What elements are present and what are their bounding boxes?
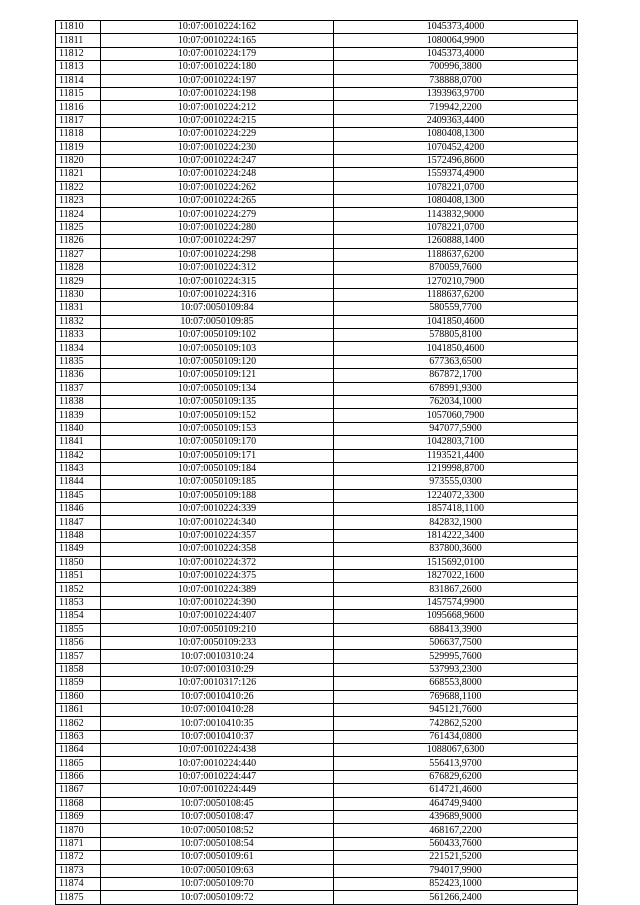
cadastral-value-cell: 1080064,9900 bbox=[334, 34, 578, 47]
cadastral-number-cell: 10:07:0010224:180 bbox=[101, 61, 334, 74]
cadastral-number-cell: 10:07:0010224:198 bbox=[101, 87, 334, 100]
cadastral-number-cell: 10:07:0010224:358 bbox=[101, 543, 334, 556]
row-number-cell: 11820 bbox=[56, 154, 101, 167]
cadastral-value-cell: 1270210,7900 bbox=[334, 275, 578, 288]
cadastral-value-cell: 1045373,4000 bbox=[334, 47, 578, 60]
table-row bbox=[56, 221, 578, 234]
table-row bbox=[56, 342, 578, 355]
cadastral-number-cell: 10:07:0050109:85 bbox=[101, 315, 334, 328]
table-row bbox=[56, 262, 578, 275]
table-row bbox=[56, 650, 578, 663]
cadastral-value-cell: 867872,1700 bbox=[334, 369, 578, 382]
row-number-cell: 11833 bbox=[56, 328, 101, 341]
cadastral-number-cell: 10:07:0050109:70 bbox=[101, 878, 334, 891]
cadastral-number-cell: 10:07:0050109:135 bbox=[101, 395, 334, 408]
table-row bbox=[56, 744, 578, 757]
cadastral-number-cell: 10:07:0010224:407 bbox=[101, 610, 334, 623]
row-number-cell: 11837 bbox=[56, 382, 101, 395]
row-number-cell: 11860 bbox=[56, 690, 101, 703]
cadastral-value-cell: 1559374,4900 bbox=[334, 168, 578, 181]
table-row bbox=[56, 235, 578, 248]
cadastral-number-cell: 10:07:0010224:165 bbox=[101, 34, 334, 47]
cadastral-value-cell: 742862,5200 bbox=[334, 717, 578, 730]
table-row bbox=[56, 181, 578, 194]
cadastral-number-cell: 10:07:0010224:215 bbox=[101, 114, 334, 127]
row-number-cell: 11846 bbox=[56, 503, 101, 516]
cadastral-number-cell: 10:07:0010317:126 bbox=[101, 677, 334, 690]
cadastral-value-cell: 1393963,9700 bbox=[334, 87, 578, 100]
row-number-cell: 11824 bbox=[56, 208, 101, 221]
row-number-cell: 11873 bbox=[56, 864, 101, 877]
cadastral-number-cell: 10:07:0010224:312 bbox=[101, 262, 334, 275]
cadastral-number-cell: 10:07:0010224:389 bbox=[101, 583, 334, 596]
cadastral-number-cell: 10:07:0010224:248 bbox=[101, 168, 334, 181]
table-row bbox=[56, 891, 578, 904]
row-number-cell: 11875 bbox=[56, 891, 101, 904]
cadastral-number-cell: 10:07:0010224:179 bbox=[101, 47, 334, 60]
table-row bbox=[56, 516, 578, 529]
row-number-cell: 11844 bbox=[56, 476, 101, 489]
cadastral-number-cell: 10:07:0010224:315 bbox=[101, 275, 334, 288]
row-number-cell: 11851 bbox=[56, 570, 101, 583]
row-number-cell: 11813 bbox=[56, 61, 101, 74]
cadastral-value-cell: 700996,3800 bbox=[334, 61, 578, 74]
cadastral-number-cell: 10:07:0010224:229 bbox=[101, 128, 334, 141]
table-row bbox=[56, 195, 578, 208]
cadastral-number-cell: 10:07:0050109:188 bbox=[101, 489, 334, 502]
row-number-cell: 11847 bbox=[56, 516, 101, 529]
table-row bbox=[56, 61, 578, 74]
table-row bbox=[56, 21, 578, 34]
table-row bbox=[56, 74, 578, 87]
cadastral-value-cell: 947077,5900 bbox=[334, 422, 578, 435]
cadastral-number-cell: 10:07:0010224:280 bbox=[101, 221, 334, 234]
cadastral-value-cell: 1857418,1100 bbox=[334, 503, 578, 516]
cadastral-value-cell: 1042803,7100 bbox=[334, 436, 578, 449]
row-number-cell: 11819 bbox=[56, 141, 101, 154]
row-number-cell: 11853 bbox=[56, 596, 101, 609]
cadastral-value-cell: 719942,2200 bbox=[334, 101, 578, 114]
cadastral-value-cell: 1457574,9900 bbox=[334, 596, 578, 609]
row-number-cell: 11863 bbox=[56, 730, 101, 743]
cadastral-number-cell: 10:07:0010224:339 bbox=[101, 503, 334, 516]
row-number-cell: 11845 bbox=[56, 489, 101, 502]
table-row bbox=[56, 878, 578, 891]
row-number-cell: 11864 bbox=[56, 744, 101, 757]
table-row bbox=[56, 114, 578, 127]
table-row bbox=[56, 610, 578, 623]
table-row bbox=[56, 784, 578, 797]
table-row bbox=[56, 87, 578, 100]
cadastral-number-cell: 10:07:0050109:210 bbox=[101, 623, 334, 636]
row-number-cell: 11862 bbox=[56, 717, 101, 730]
cadastral-value-cell: 1070452,4200 bbox=[334, 141, 578, 154]
cadastral-value-cell: 221521,5200 bbox=[334, 851, 578, 864]
row-number-cell: 11810 bbox=[56, 21, 101, 34]
cadastral-value-cell: 1219998,8700 bbox=[334, 462, 578, 475]
cadastral-value-cell: 762034,1000 bbox=[334, 395, 578, 408]
table-row bbox=[56, 141, 578, 154]
row-number-cell: 11827 bbox=[56, 248, 101, 261]
cadastral-number-cell: 10:07:0010224:440 bbox=[101, 757, 334, 770]
table-row bbox=[56, 811, 578, 824]
cadastral-value-cell: 831867,2600 bbox=[334, 583, 578, 596]
row-number-cell: 11812 bbox=[56, 47, 101, 60]
cadastral-number-cell: 10:07:0010224:247 bbox=[101, 154, 334, 167]
cadastral-number-cell: 10:07:0010224:316 bbox=[101, 288, 334, 301]
row-number-cell: 11838 bbox=[56, 395, 101, 408]
row-number-cell: 11826 bbox=[56, 235, 101, 248]
row-number-cell: 11821 bbox=[56, 168, 101, 181]
cadastral-value-cell: 1515692,0100 bbox=[334, 556, 578, 569]
cadastral-number-cell: 10:07:0010224:279 bbox=[101, 208, 334, 221]
row-number-cell: 11823 bbox=[56, 195, 101, 208]
cadastral-value-cell: 1078221,0700 bbox=[334, 221, 578, 234]
cadastral-number-cell: 10:07:0050109:102 bbox=[101, 328, 334, 341]
table-row bbox=[56, 503, 578, 516]
row-number-cell: 11817 bbox=[56, 114, 101, 127]
cadastral-value-cell: 1045373,4000 bbox=[334, 21, 578, 34]
table-row bbox=[56, 248, 578, 261]
row-number-cell: 11854 bbox=[56, 610, 101, 623]
row-number-cell: 11839 bbox=[56, 409, 101, 422]
cadastral-value-cell: 1080408,1300 bbox=[334, 195, 578, 208]
cadastral-number-cell: 10:07:0050109:170 bbox=[101, 436, 334, 449]
table-row bbox=[56, 47, 578, 60]
table-row bbox=[56, 717, 578, 730]
table-row bbox=[56, 677, 578, 690]
cadastral-number-cell: 10:07:0010224:449 bbox=[101, 784, 334, 797]
cadastral-value-cell: 1041850,4600 bbox=[334, 342, 578, 355]
cadastral-value-cell: 688413,3900 bbox=[334, 623, 578, 636]
row-number-cell: 11865 bbox=[56, 757, 101, 770]
row-number-cell: 11830 bbox=[56, 288, 101, 301]
table-row bbox=[56, 208, 578, 221]
cadastral-value-cell: 794017,9900 bbox=[334, 864, 578, 877]
cadastral-number-cell: 10:07:0010410:35 bbox=[101, 717, 334, 730]
table-row bbox=[56, 730, 578, 743]
row-number-cell: 11825 bbox=[56, 221, 101, 234]
table-row bbox=[56, 462, 578, 475]
table-row bbox=[56, 851, 578, 864]
cadastral-number-cell: 10:07:0050108:47 bbox=[101, 811, 334, 824]
row-number-cell: 11855 bbox=[56, 623, 101, 636]
table-row bbox=[56, 355, 578, 368]
cadastral-value-cell: 1572496,8600 bbox=[334, 154, 578, 167]
table-row bbox=[56, 382, 578, 395]
table-row bbox=[56, 690, 578, 703]
cadastral-number-cell: 10:07:0010224:390 bbox=[101, 596, 334, 609]
cadastral-value-cell: 1057060,7900 bbox=[334, 409, 578, 422]
cadastral-value-cell: 852423,1000 bbox=[334, 878, 578, 891]
row-number-cell: 11858 bbox=[56, 663, 101, 676]
cadastral-value-cell: 668553,8000 bbox=[334, 677, 578, 690]
table-row bbox=[56, 570, 578, 583]
row-number-cell: 11849 bbox=[56, 543, 101, 556]
cadastral-value-cell: 842832,1900 bbox=[334, 516, 578, 529]
cadastral-value-cell: 1224072,3300 bbox=[334, 489, 578, 502]
table-row bbox=[56, 395, 578, 408]
row-number-cell: 11816 bbox=[56, 101, 101, 114]
cadastral-number-cell: 10:07:0010410:28 bbox=[101, 703, 334, 716]
row-number-cell: 11868 bbox=[56, 797, 101, 810]
cadastral-value-cell: 1088067,6300 bbox=[334, 744, 578, 757]
row-number-cell: 11840 bbox=[56, 422, 101, 435]
row-number-cell: 11859 bbox=[56, 677, 101, 690]
table-row bbox=[56, 529, 578, 542]
cadastral-number-cell: 10:07:0010224:447 bbox=[101, 770, 334, 783]
cadastral-value-cell: 561266,2400 bbox=[334, 891, 578, 904]
row-number-cell: 11811 bbox=[56, 34, 101, 47]
table-row bbox=[56, 556, 578, 569]
cadastral-number-cell: 10:07:0050109:134 bbox=[101, 382, 334, 395]
table-row bbox=[56, 154, 578, 167]
cadastral-number-cell: 10:07:0010310:29 bbox=[101, 663, 334, 676]
row-number-cell: 11832 bbox=[56, 315, 101, 328]
table-row bbox=[56, 288, 578, 301]
row-number-cell: 11856 bbox=[56, 636, 101, 649]
cadastral-value-cell: 580559,7700 bbox=[334, 302, 578, 315]
row-number-cell: 11866 bbox=[56, 770, 101, 783]
table-row bbox=[56, 449, 578, 462]
table-body bbox=[56, 21, 578, 905]
table-row bbox=[56, 409, 578, 422]
cadastral-number-cell: 10:07:0010224:357 bbox=[101, 529, 334, 542]
row-number-cell: 11869 bbox=[56, 811, 101, 824]
cadastral-number-cell: 10:07:0010224:230 bbox=[101, 141, 334, 154]
table-row bbox=[56, 583, 578, 596]
cadastral-number-cell: 10:07:0050109:171 bbox=[101, 449, 334, 462]
table-row bbox=[56, 824, 578, 837]
cadastral-number-cell: 10:07:0050109:120 bbox=[101, 355, 334, 368]
cadastral-number-cell: 10:07:0010224:372 bbox=[101, 556, 334, 569]
cadastral-value-cell: 1827022,1600 bbox=[334, 570, 578, 583]
cadastral-value-cell: 2409363,4400 bbox=[334, 114, 578, 127]
cadastral-value-cell: 439689,9000 bbox=[334, 811, 578, 824]
cadastral-number-cell: 10:07:0050109:233 bbox=[101, 636, 334, 649]
cadastral-number-cell: 10:07:0010224:298 bbox=[101, 248, 334, 261]
row-number-cell: 11828 bbox=[56, 262, 101, 275]
table-row bbox=[56, 837, 578, 850]
row-number-cell: 11829 bbox=[56, 275, 101, 288]
row-number-cell: 11843 bbox=[56, 462, 101, 475]
cadastral-value-cell: 506637,7500 bbox=[334, 636, 578, 649]
cadastral-value-cell: 464749,9400 bbox=[334, 797, 578, 810]
cadastral-value-cell: 945121,7600 bbox=[334, 703, 578, 716]
table-row bbox=[56, 369, 578, 382]
cadastral-value-cell: 468167,2200 bbox=[334, 824, 578, 837]
cadastral-value-cell: 769688,1100 bbox=[334, 690, 578, 703]
row-number-cell: 11874 bbox=[56, 878, 101, 891]
cadastral-value-cell: 529995,7600 bbox=[334, 650, 578, 663]
cadastral-value-cell: 578805,8100 bbox=[334, 328, 578, 341]
cadastral-value-cell: 837800,3600 bbox=[334, 543, 578, 556]
row-number-cell: 11852 bbox=[56, 583, 101, 596]
table-row bbox=[56, 302, 578, 315]
cadastral-value-cell: 676829,6200 bbox=[334, 770, 578, 783]
cadastral-value-cell: 614721,4600 bbox=[334, 784, 578, 797]
cadastral-number-cell: 10:07:0050109:84 bbox=[101, 302, 334, 315]
cadastral-value-cell: 678991,9300 bbox=[334, 382, 578, 395]
cadastral-number-cell: 10:07:0010224:212 bbox=[101, 101, 334, 114]
table-row bbox=[56, 436, 578, 449]
row-number-cell: 11848 bbox=[56, 529, 101, 542]
cadastral-number-cell: 10:07:0010224:438 bbox=[101, 744, 334, 757]
cadastral-value-cell: 1080408,1300 bbox=[334, 128, 578, 141]
table-row bbox=[56, 596, 578, 609]
cadastral-number-cell: 10:07:0010224:197 bbox=[101, 74, 334, 87]
cadastral-number-cell: 10:07:0050108:52 bbox=[101, 824, 334, 837]
table-row bbox=[56, 315, 578, 328]
cadastral-number-cell: 10:07:0050108:45 bbox=[101, 797, 334, 810]
cadastral-value-cell: 1188637,6200 bbox=[334, 248, 578, 261]
cadastral-value-cell: 537993,2300 bbox=[334, 663, 578, 676]
cadastral-value-cell: 1041850,4600 bbox=[334, 315, 578, 328]
table-row bbox=[56, 476, 578, 489]
row-number-cell: 11822 bbox=[56, 181, 101, 194]
cadastral-number-cell: 10:07:0010224:262 bbox=[101, 181, 334, 194]
table-row bbox=[56, 703, 578, 716]
table-row bbox=[56, 34, 578, 47]
row-number-cell: 11850 bbox=[56, 556, 101, 569]
row-number-cell: 11834 bbox=[56, 342, 101, 355]
row-number-cell: 11815 bbox=[56, 87, 101, 100]
cadastral-value-cell: 761434,0800 bbox=[334, 730, 578, 743]
cadastral-value-cell: 973555,0300 bbox=[334, 476, 578, 489]
table-row bbox=[56, 128, 578, 141]
cadastral-value-cell: 1143832,9000 bbox=[334, 208, 578, 221]
cadastral-value-cell: 870059,7600 bbox=[334, 262, 578, 275]
row-number-cell: 11857 bbox=[56, 650, 101, 663]
cadastral-number-cell: 10:07:0010410:26 bbox=[101, 690, 334, 703]
cadastral-value-cell: 560433,7600 bbox=[334, 837, 578, 850]
row-number-cell: 11818 bbox=[56, 128, 101, 141]
table-row bbox=[56, 636, 578, 649]
cadastral-number-cell: 10:07:0050109:121 bbox=[101, 369, 334, 382]
cadastral-value-cell: 1260888,1400 bbox=[334, 235, 578, 248]
table-row bbox=[56, 275, 578, 288]
cadastral-number-cell: 10:07:0010224:297 bbox=[101, 235, 334, 248]
row-number-cell: 11871 bbox=[56, 837, 101, 850]
row-number-cell: 11867 bbox=[56, 784, 101, 797]
cadastral-number-cell: 10:07:0050109:152 bbox=[101, 409, 334, 422]
cadastral-number-cell: 10:07:0010224:340 bbox=[101, 516, 334, 529]
cadastral-number-cell: 10:07:0010310:24 bbox=[101, 650, 334, 663]
cadastral-number-cell: 10:07:0050109:185 bbox=[101, 476, 334, 489]
cadastral-value-cell: 1188637,6200 bbox=[334, 288, 578, 301]
cadastral-number-cell: 10:07:0050109:63 bbox=[101, 864, 334, 877]
cadastral-number-cell: 10:07:0050109:103 bbox=[101, 342, 334, 355]
cadastral-value-cell: 1814222,3400 bbox=[334, 529, 578, 542]
row-number-cell: 11836 bbox=[56, 369, 101, 382]
table-row bbox=[56, 797, 578, 810]
cadastral-number-cell: 10:07:0010224:265 bbox=[101, 195, 334, 208]
cadastral-value-cell: 1078221,0700 bbox=[334, 181, 578, 194]
row-number-cell: 11870 bbox=[56, 824, 101, 837]
row-number-cell: 11842 bbox=[56, 449, 101, 462]
table-row bbox=[56, 770, 578, 783]
cadastral-number-cell: 10:07:0050109:72 bbox=[101, 891, 334, 904]
row-number-cell: 11835 bbox=[56, 355, 101, 368]
cadastral-value-table bbox=[55, 20, 578, 905]
cadastral-value-cell: 1193521,4400 bbox=[334, 449, 578, 462]
table-row bbox=[56, 422, 578, 435]
row-number-cell: 11872 bbox=[56, 851, 101, 864]
cadastral-number-cell: 10:07:0050109:153 bbox=[101, 422, 334, 435]
row-number-cell: 11814 bbox=[56, 74, 101, 87]
row-number-cell: 11861 bbox=[56, 703, 101, 716]
cadastral-value-cell: 556413,9700 bbox=[334, 757, 578, 770]
table-row bbox=[56, 168, 578, 181]
table-row bbox=[56, 543, 578, 556]
table-row bbox=[56, 101, 578, 114]
table-row bbox=[56, 864, 578, 877]
cadastral-number-cell: 10:07:0050109:61 bbox=[101, 851, 334, 864]
table-row bbox=[56, 623, 578, 636]
table-row bbox=[56, 757, 578, 770]
cadastral-value-cell: 677363,6500 bbox=[334, 355, 578, 368]
row-number-cell: 11831 bbox=[56, 302, 101, 315]
cadastral-number-cell: 10:07:0050109:184 bbox=[101, 462, 334, 475]
table-row bbox=[56, 328, 578, 341]
row-number-cell: 11841 bbox=[56, 436, 101, 449]
cadastral-value-cell: 1095668,9600 bbox=[334, 610, 578, 623]
cadastral-number-cell: 10:07:0010224:375 bbox=[101, 570, 334, 583]
cadastral-number-cell: 10:07:0010410:37 bbox=[101, 730, 334, 743]
cadastral-number-cell: 10:07:0010224:162 bbox=[101, 21, 334, 34]
table-row bbox=[56, 489, 578, 502]
table-row bbox=[56, 663, 578, 676]
cadastral-value-cell: 738888,0700 bbox=[334, 74, 578, 87]
cadastral-number-cell: 10:07:0050108:54 bbox=[101, 837, 334, 850]
